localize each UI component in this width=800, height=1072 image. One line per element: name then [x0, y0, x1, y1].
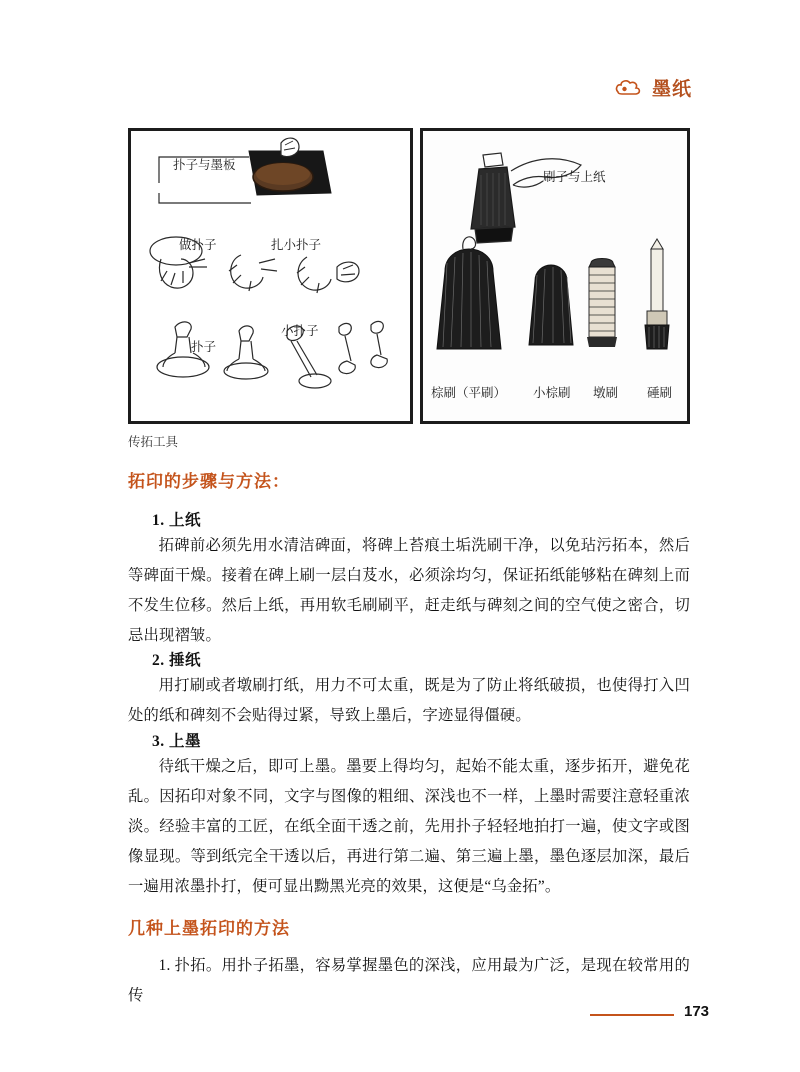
figure-label-inkpad-board: 扑子与墨板 — [173, 158, 236, 172]
figure-label-dun-brush: 墩刷 — [593, 386, 619, 400]
paragraph-methods: 1. 扑拓。用扑子拓墨，容易掌握墨色的深浅，应用最为广泛，是现在较常用的传 — [128, 957, 690, 1004]
figure-label-brush-and-paper: 刷子与上纸 — [543, 170, 606, 184]
subheading-step-3: 3. 上墨 — [152, 733, 202, 750]
ink-cloud-icon — [614, 76, 644, 100]
header-title: 墨纸 — [651, 79, 692, 100]
footer-rule — [590, 1014, 674, 1016]
paragraph-step-3: 待纸干燥之后，即可上墨。墨要上得均匀，起始不能太重，逐步拓开，避免花乱。因拓印对象不同，文字与图像的粗细、深浅也不一样，上墨时需要注意轻重浓淡。经验丰富的工匠，在纸全面干透之前，先用扑子轻轻地拍打一遍，使文字或图像显现。等到纸完全干透以后，再进行第二遍、第三遍上墨，墨色逐层加深，最后一遍用浓墨扑打，便可显出黝黑光亮的效果，这便是“乌金拓”。 — [128, 758, 690, 895]
figure-label-chui-brush: 硾刷 — [647, 386, 673, 400]
figure-illustrations — [128, 128, 690, 424]
figure-label-tie-small-pad: 扎小扑子 — [271, 238, 322, 252]
paragraph-step-1: 拓碑前必须先用水清洁碑面，将碑上苔痕土垢洗刷干净，以免玷污拓本，然后等碑面干燥。接着在碑上刷一层白芨水，必须涂均匀，保证拓纸能够粘在碑刻上而不发生位移。然后上纸，再用软毛刷刷平，赶走纸与碑刻之间的空气使之密合，切忌出现褶皱。 — [128, 537, 690, 644]
figure-label-small-palm-brush: 小棕刷 — [533, 386, 571, 400]
section-heading-methods: 几种上墨拓印的方法 — [128, 919, 290, 938]
rubbing-tools-illustration — [128, 128, 413, 424]
figure-label-make-pad: 做扑子 — [179, 238, 217, 252]
figure-caption: 传拓工具 — [128, 435, 179, 449]
figure-label-small-pad: 小扑子 — [281, 324, 319, 338]
subheading-step-2: 2. 捶纸 — [152, 652, 202, 669]
page-number: 173 — [684, 1003, 710, 1020]
figure-label-pad: 扑子 — [191, 340, 217, 354]
page-header — [614, 74, 692, 101]
brush-tools-illustration — [420, 128, 690, 424]
paragraph-step-2: 用打刷或者墩刷打纸，用力不可太重，既是为了防止将纸破损，也使得打入凹处的纸和碑刻不会贴得过紧，导致上墨后，字迹显得僵硬。 — [128, 677, 690, 724]
figure-label-palm-brush: 棕刷（平刷） — [431, 386, 507, 400]
subheading-step-1: 1. 上纸 — [152, 512, 202, 529]
section-heading-steps: 拓印的步骤与方法： — [128, 472, 290, 491]
